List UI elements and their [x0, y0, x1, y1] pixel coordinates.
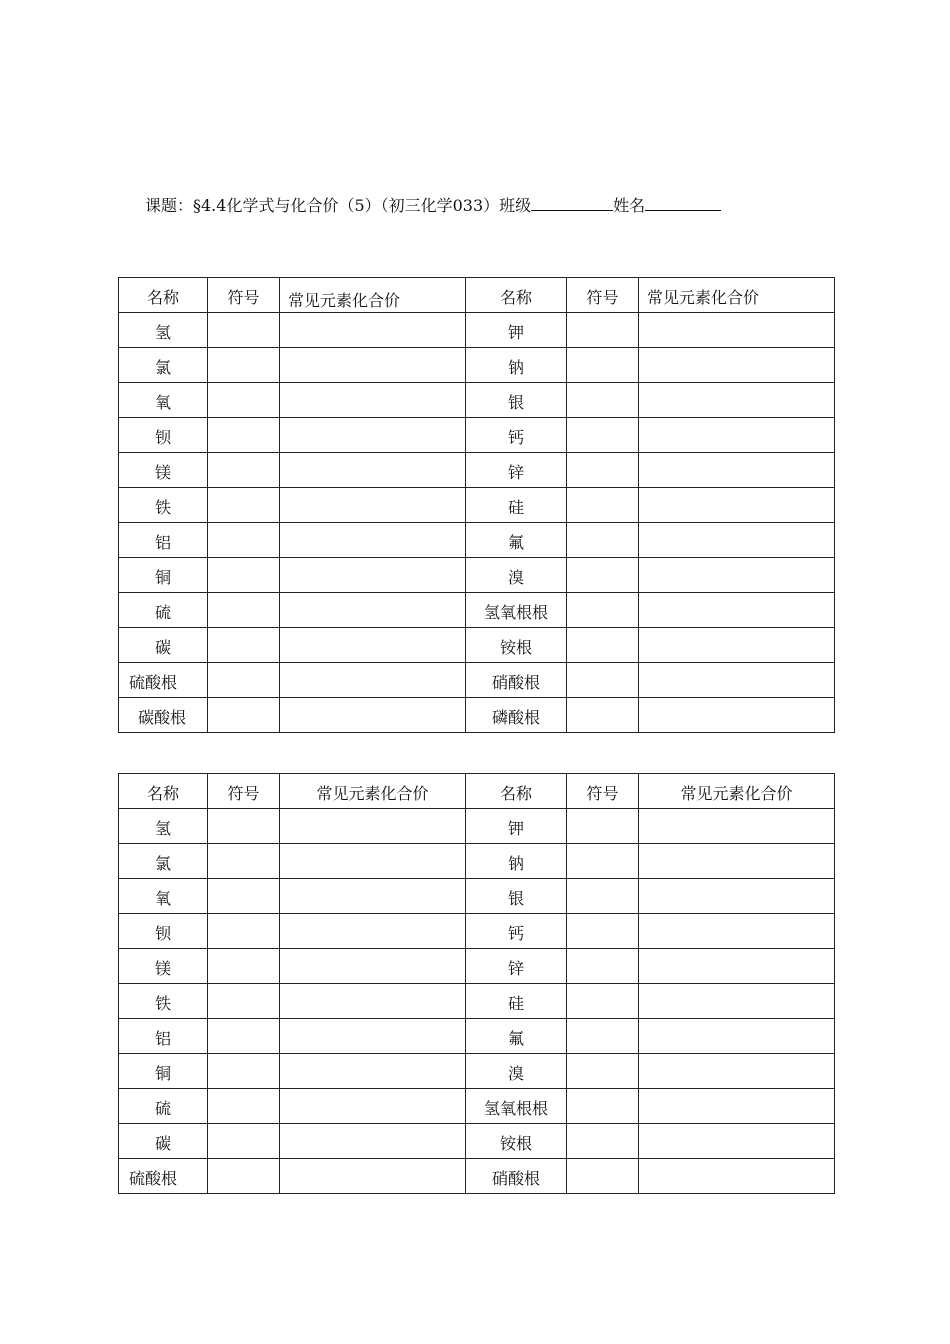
valence-cell[interactable]	[639, 844, 835, 879]
symbol-cell[interactable]	[208, 844, 280, 879]
symbol-cell[interactable]	[208, 1159, 280, 1194]
symbol-cell[interactable]	[567, 1089, 639, 1124]
header-valence: 常见元素化合价	[639, 774, 835, 809]
table-row	[119, 1124, 835, 1159]
element-name-cell: 铵根	[466, 628, 567, 663]
table-row	[119, 488, 835, 523]
symbol-cell[interactable]	[567, 453, 639, 488]
element-name-cell: 氯	[119, 348, 208, 383]
table-row	[119, 1054, 835, 1089]
symbol-cell[interactable]	[567, 663, 639, 698]
element-name-cell: 钙	[466, 418, 567, 453]
symbol-cell[interactable]	[567, 383, 639, 418]
symbol-cell[interactable]	[208, 984, 280, 1019]
valence-cell[interactable]	[280, 663, 466, 698]
symbol-cell[interactable]	[208, 453, 280, 488]
element-name-cell: 氟	[466, 523, 567, 558]
header-symbol: 符号	[567, 774, 639, 809]
table-row	[119, 844, 835, 879]
valence-cell[interactable]	[280, 418, 466, 453]
table-row	[119, 663, 835, 698]
symbol-cell[interactable]	[208, 628, 280, 663]
element-name-cell: 铵根	[466, 1124, 567, 1159]
valence-cell[interactable]	[280, 914, 466, 949]
element-name-cell: 氢	[119, 313, 208, 348]
symbol-cell[interactable]	[567, 593, 639, 628]
header-symbol: 符号	[208, 774, 280, 809]
table-row	[119, 1159, 835, 1194]
table-row	[119, 558, 835, 593]
valence-cell[interactable]	[280, 523, 466, 558]
symbol-cell[interactable]	[208, 914, 280, 949]
element-name-cell: 氧	[119, 383, 208, 418]
valence-cell[interactable]	[280, 1159, 466, 1194]
symbol-cell[interactable]	[208, 1124, 280, 1159]
element-name-cell: 硅	[466, 984, 567, 1019]
element-name-cell: 钠	[466, 348, 567, 383]
symbol-cell[interactable]	[208, 558, 280, 593]
table-row	[119, 523, 835, 558]
valence-cell[interactable]	[639, 1124, 835, 1159]
valence-cell[interactable]	[280, 453, 466, 488]
symbol-cell[interactable]	[208, 949, 280, 984]
symbol-cell[interactable]	[208, 663, 280, 698]
header-valence: 常见元素化合价	[639, 278, 835, 313]
table-row	[119, 313, 835, 348]
element-name-cell: 铁	[119, 488, 208, 523]
valence-cell[interactable]	[280, 628, 466, 663]
table-row	[119, 698, 835, 733]
symbol-cell[interactable]	[567, 1124, 639, 1159]
valence-cell[interactable]	[639, 418, 835, 453]
table-row	[119, 383, 835, 418]
symbol-cell[interactable]	[208, 698, 280, 733]
valence-cell[interactable]	[280, 383, 466, 418]
symbol-cell[interactable]	[567, 949, 639, 984]
class-blank[interactable]	[531, 196, 613, 211]
valence-cell[interactable]	[280, 984, 466, 1019]
element-name-cell: 镁	[119, 453, 208, 488]
valence-cell[interactable]	[639, 984, 835, 1019]
valence-cell[interactable]	[639, 488, 835, 523]
header-valence: 常见元素化合价	[280, 774, 466, 809]
table-row	[119, 593, 835, 628]
symbol-cell[interactable]	[208, 1089, 280, 1124]
element-name-cell: 硝酸根	[466, 1159, 567, 1194]
symbol-cell[interactable]	[567, 523, 639, 558]
element-name-cell: 硅	[466, 488, 567, 523]
valence-cell[interactable]	[639, 628, 835, 663]
valence-cell[interactable]	[639, 809, 835, 844]
symbol-cell[interactable]	[567, 628, 639, 663]
table-row	[119, 628, 835, 663]
symbol-cell[interactable]	[567, 844, 639, 879]
header-symbol: 符号	[208, 278, 280, 313]
symbol-cell[interactable]	[208, 418, 280, 453]
worksheet-title	[145, 193, 721, 216]
element-name-cell: 银	[466, 383, 567, 418]
valence-cell[interactable]	[280, 593, 466, 628]
header-name: 名称	[119, 278, 208, 313]
valence-cell[interactable]	[639, 1054, 835, 1089]
element-name-cell: 钡	[119, 914, 208, 949]
element-name-cell: 硫	[119, 1089, 208, 1124]
element-name-cell: 氢	[119, 809, 208, 844]
table-row	[119, 984, 835, 1019]
symbol-cell[interactable]	[567, 1019, 639, 1054]
symbol-cell[interactable]	[208, 348, 280, 383]
valence-cell[interactable]	[639, 1089, 835, 1124]
valence-cell[interactable]	[639, 348, 835, 383]
valence-cell[interactable]	[639, 949, 835, 984]
table-row	[119, 1019, 835, 1054]
element-name-cell: 溴	[466, 1054, 567, 1089]
valence-cell[interactable]	[280, 809, 466, 844]
valence-cell[interactable]	[280, 949, 466, 984]
element-name-cell: 钡	[119, 418, 208, 453]
element-name-cell: 锌	[466, 949, 567, 984]
header-name: 名称	[119, 774, 208, 809]
header-name: 名称	[466, 774, 567, 809]
table-row	[119, 914, 835, 949]
table-row	[119, 949, 835, 984]
element-name-cell: 硫酸根	[119, 663, 208, 698]
element-name-cell: 氧	[119, 879, 208, 914]
element-name-cell: 碳酸根	[119, 698, 208, 733]
valence-cell[interactable]	[280, 1089, 466, 1124]
symbol-cell[interactable]	[567, 698, 639, 733]
symbol-cell[interactable]	[567, 488, 639, 523]
element-name-cell: 钾	[466, 809, 567, 844]
symbol-cell[interactable]	[208, 809, 280, 844]
valence-cell[interactable]	[639, 313, 835, 348]
symbol-cell[interactable]	[208, 523, 280, 558]
valence-cell[interactable]	[639, 383, 835, 418]
symbol-cell[interactable]	[567, 1159, 639, 1194]
table-header-row	[119, 774, 835, 809]
element-name-cell: 硫	[119, 593, 208, 628]
symbol-cell[interactable]	[567, 558, 639, 593]
symbol-cell[interactable]	[208, 383, 280, 418]
element-name-cell: 钙	[466, 914, 567, 949]
table-row	[119, 879, 835, 914]
element-name-cell: 氢氧根根	[466, 1089, 567, 1124]
symbol-cell[interactable]	[567, 348, 639, 383]
element-name-cell: 氢氧根根	[466, 593, 567, 628]
element-name-cell: 铜	[119, 1054, 208, 1089]
element-name-cell: 铝	[119, 523, 208, 558]
valence-cell[interactable]	[639, 698, 835, 733]
table-header-row	[119, 278, 835, 313]
element-name-cell: 钾	[466, 313, 567, 348]
header-valence: 常见元素化合价	[280, 278, 466, 313]
header-name: 名称	[466, 278, 567, 313]
element-name-cell: 硫酸根	[119, 1159, 208, 1194]
symbol-cell[interactable]	[567, 313, 639, 348]
symbol-cell[interactable]	[208, 1054, 280, 1089]
valence-cell[interactable]	[639, 663, 835, 698]
title-text: 课题：§4.4化学式与化合价（5）（初三化学033）班级	[145, 196, 532, 215]
element-name-cell: 铜	[119, 558, 208, 593]
table-body	[119, 313, 835, 733]
table-row	[119, 453, 835, 488]
valence-cell[interactable]	[280, 844, 466, 879]
valence-cell[interactable]	[639, 523, 835, 558]
table-row	[119, 1089, 835, 1124]
valence-cell[interactable]	[280, 698, 466, 733]
symbol-cell[interactable]	[567, 1054, 639, 1089]
valence-cell[interactable]	[280, 558, 466, 593]
valence-cell[interactable]	[280, 1019, 466, 1054]
element-name-cell: 磷酸根	[466, 698, 567, 733]
valence-cell[interactable]	[639, 1159, 835, 1194]
element-name-cell: 铁	[119, 984, 208, 1019]
symbol-cell[interactable]	[208, 488, 280, 523]
header-symbol: 符号	[567, 278, 639, 313]
symbol-cell[interactable]	[208, 879, 280, 914]
element-name-cell: 溴	[466, 558, 567, 593]
valence-cell[interactable]	[639, 453, 835, 488]
element-name-cell: 钠	[466, 844, 567, 879]
table-row	[119, 809, 835, 844]
element-name-cell: 氯	[119, 844, 208, 879]
valence-cell[interactable]	[639, 593, 835, 628]
valence-cell[interactable]	[639, 914, 835, 949]
element-name-cell: 氟	[466, 1019, 567, 1054]
table-body	[119, 809, 835, 1194]
valence-cell[interactable]	[280, 1124, 466, 1159]
valence-cell[interactable]	[280, 879, 466, 914]
symbol-cell[interactable]	[567, 879, 639, 914]
element-table-2	[118, 773, 835, 1194]
symbol-cell[interactable]	[208, 1019, 280, 1054]
valence-cell[interactable]	[639, 1019, 835, 1054]
valence-cell[interactable]	[280, 1054, 466, 1089]
symbol-cell[interactable]	[567, 418, 639, 453]
valence-cell[interactable]	[280, 313, 466, 348]
valence-cell[interactable]	[639, 558, 835, 593]
symbol-cell[interactable]	[208, 313, 280, 348]
symbol-cell[interactable]	[567, 914, 639, 949]
element-name-cell: 碳	[119, 1124, 208, 1159]
name-label: 姓名	[613, 196, 646, 215]
valence-cell[interactable]	[280, 348, 466, 383]
table-row	[119, 418, 835, 453]
valence-cell[interactable]	[280, 488, 466, 523]
symbol-cell[interactable]	[567, 984, 639, 1019]
element-name-cell: 锌	[466, 453, 567, 488]
symbol-cell[interactable]	[208, 593, 280, 628]
name-blank[interactable]	[645, 196, 721, 211]
element-name-cell: 硝酸根	[466, 663, 567, 698]
valence-cell[interactable]	[639, 879, 835, 914]
symbol-cell[interactable]	[567, 809, 639, 844]
element-name-cell: 镁	[119, 949, 208, 984]
element-name-cell: 碳	[119, 628, 208, 663]
element-name-cell: 铝	[119, 1019, 208, 1054]
element-name-cell: 银	[466, 879, 567, 914]
element-table-1	[118, 277, 835, 733]
table-row	[119, 348, 835, 383]
